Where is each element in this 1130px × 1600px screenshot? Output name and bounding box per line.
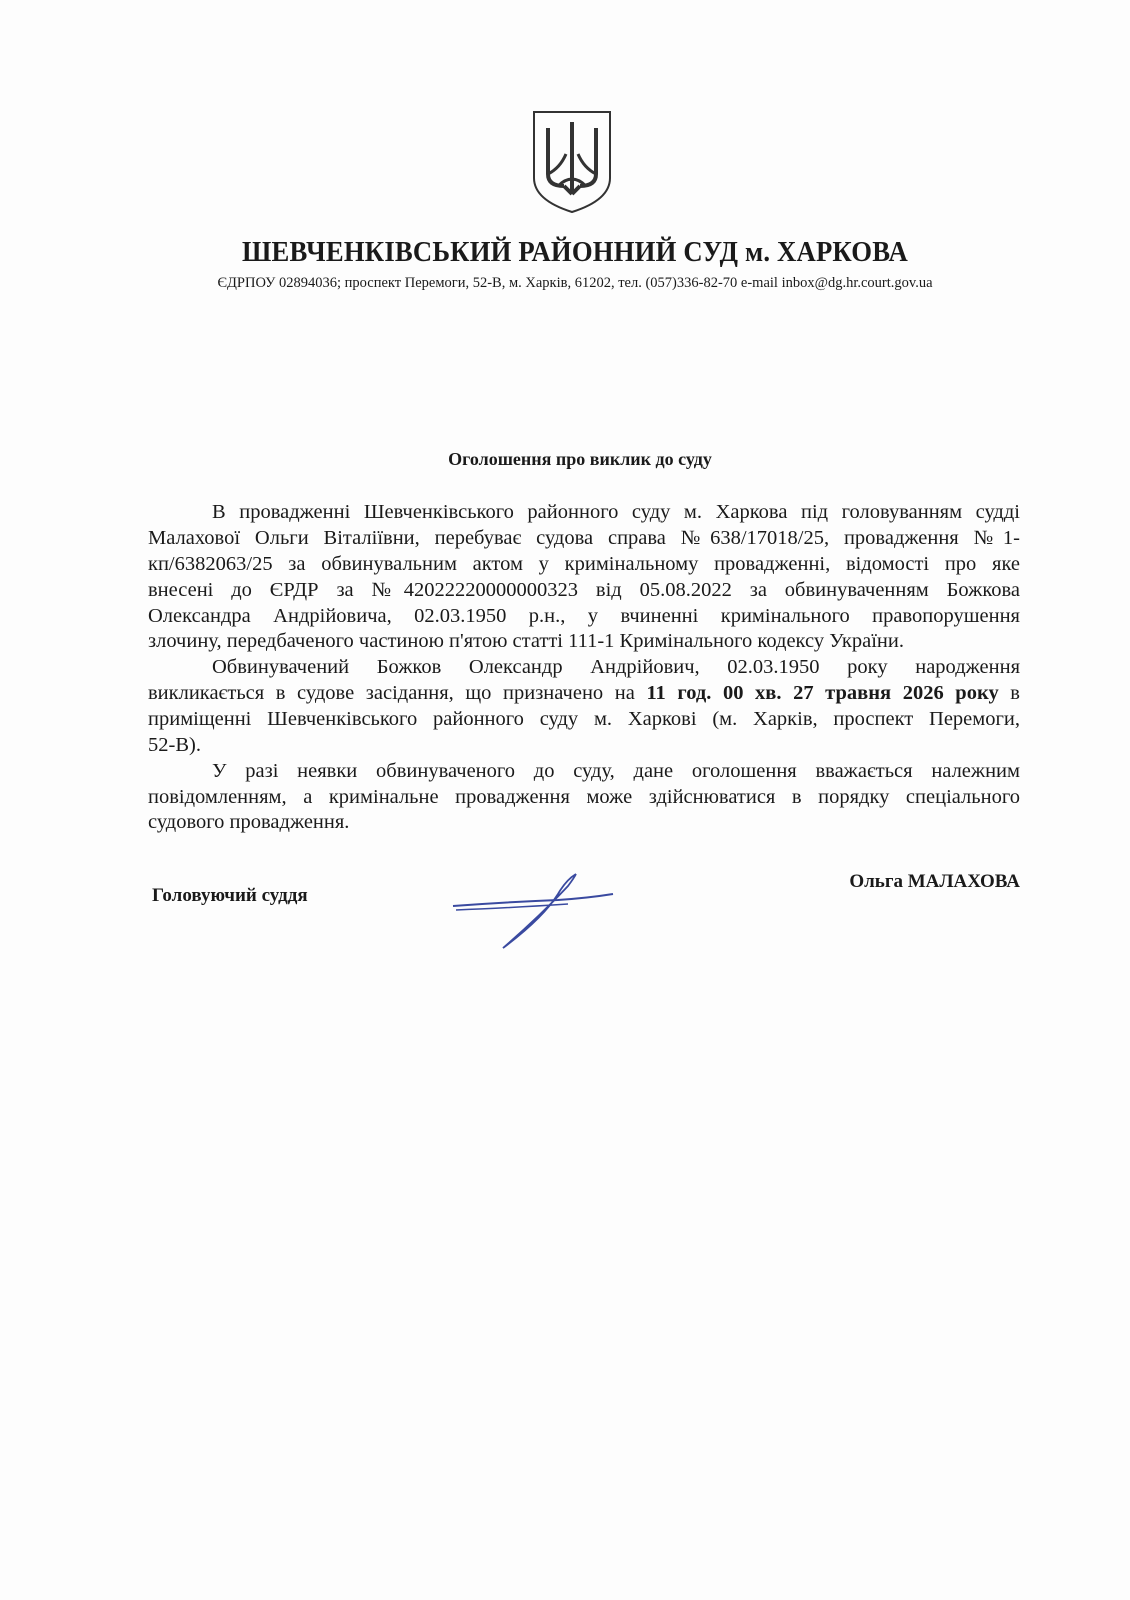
body-line: 52-В). [148,734,201,756]
body-line: злочину, передбаченого частиною п'ятою статті 111-1 Кримінального кодексу України. [148,630,904,652]
body-line: У разі неявки обвинуваченого до суду, дане оголошення вважається належним [212,760,1020,782]
body-line: повідомленням, а кримінальне провадження може здійснюватися в порядку спеціального [148,786,1020,808]
body-line [148,680,1020,706]
hearing-datetime: 11 год. 00 хв. 27 травня 2026 року [646,682,999,704]
body-line: Малахової Ольги Віталіївни, перебуває судова справа №638/17018/25, провадження №1- [148,527,1020,549]
judge-role: Головуючий суддя [152,885,308,906]
body-line: судового провадження. [148,811,350,833]
body-line: внесені до ЄРДР за №42022220000000323 від 05.08.2022 за обвинуваченням Божкова [148,579,1020,601]
body-text: в [998,682,1020,704]
body-line: Олександра Андрійовича, 02.03.1950 р.н., у вчиненні кримінального правопорушення [148,605,1020,627]
body-text: викликається в судове засідання, що призначено на [148,682,647,704]
document-heading: Оголошення про виклик до суду [448,449,712,469]
body-line: Обвинувачений Божков Олександр Андрійович, 02.03.1950 року народження [212,656,1020,678]
body-line: приміщенні Шевченківського районного суду м. Харкові (м. Харків, проспект Перемоги, [148,708,1020,730]
trident-coat-of-arms-icon [530,108,614,216]
court-title: ШЕВЧЕНКІВСЬКИЙ РАЙОННИЙ СУД м. ХАРКОВА [242,236,908,268]
handwritten-signature [448,868,618,953]
court-contacts: ЄДРПОУ 02894036; проспект Перемоги, 52-В, м. Харків, 61202, тел. (057)336-82-70 e-mail inbox@dg.hr.court.gov.ua [217,275,933,291]
body-line: кп/6382063/25 за обвинувальним актом у кримінальному провадженні, відомості про яке [148,553,1020,575]
body-line: В провадженні Шевченківського районного суду м. Харкова під головуванням судді [212,501,1020,523]
judge-name: Ольга МАЛАХОВА [849,871,1020,892]
